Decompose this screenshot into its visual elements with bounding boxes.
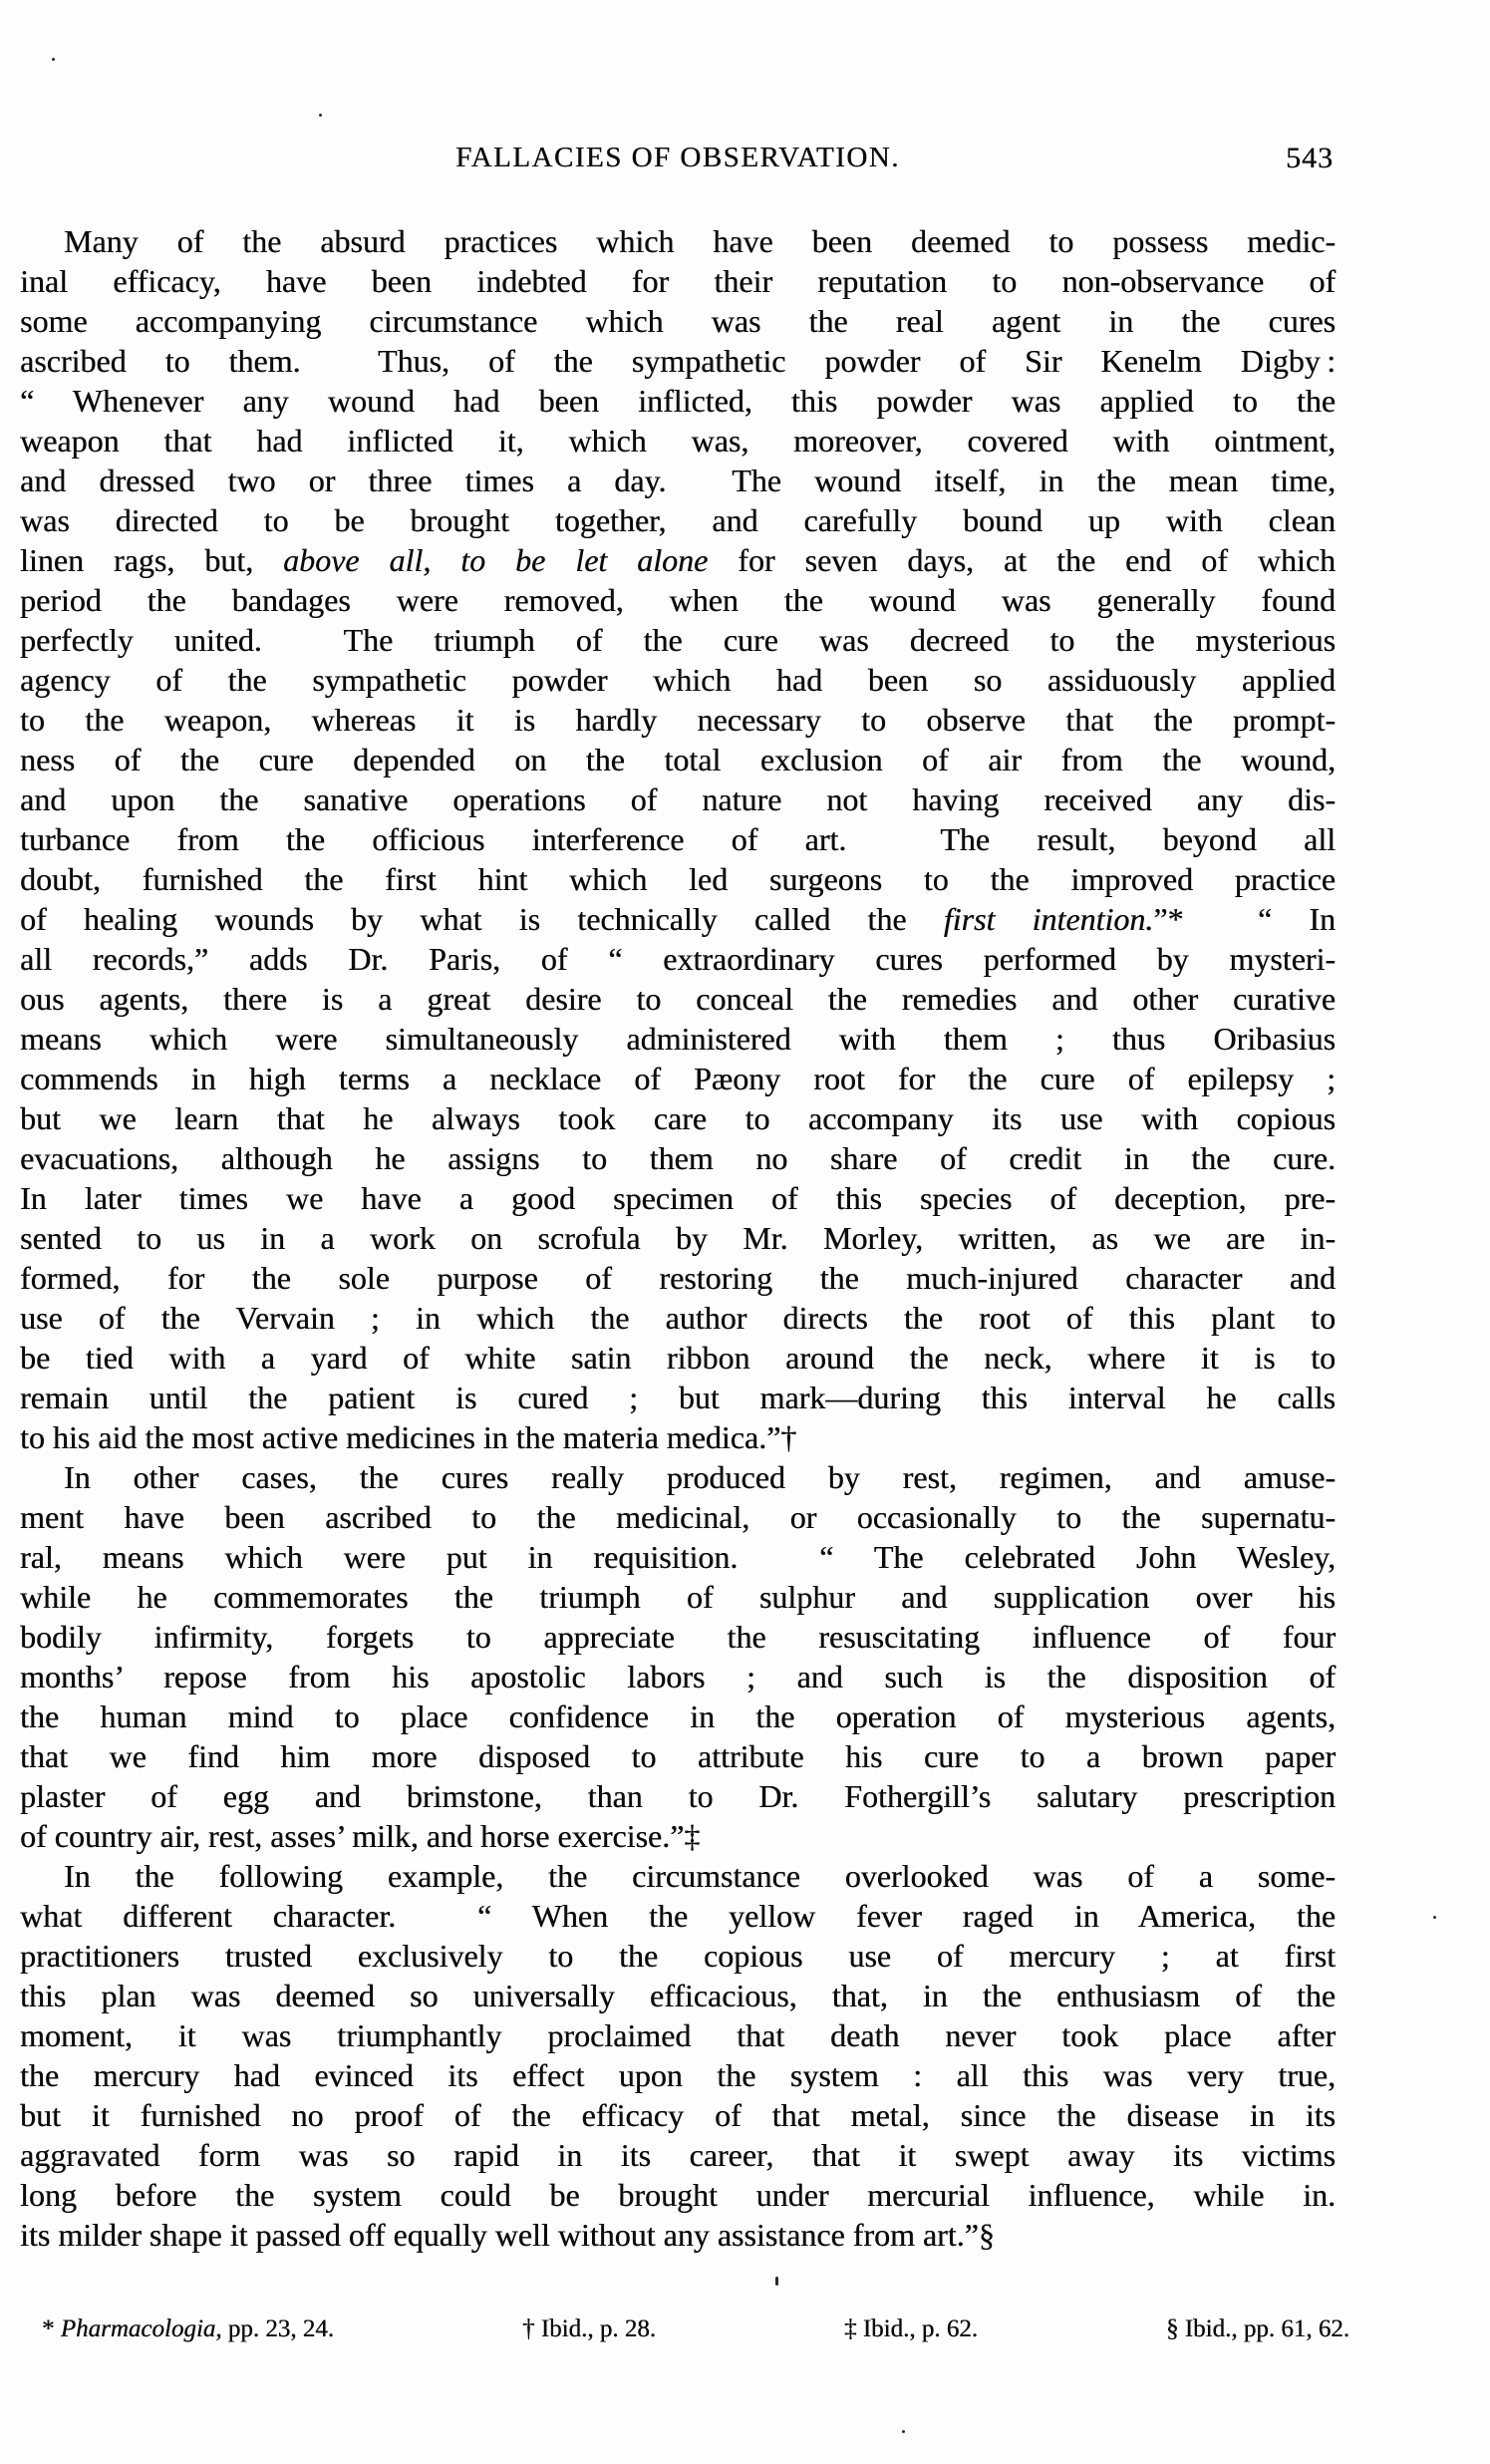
text-line — [20, 1577, 1336, 1617]
text-line — [20, 221, 1336, 261]
text-line — [20, 1258, 1336, 1298]
text-run: ral, means which were put in requisition. “ The celebrated John Wesley, — [20, 1539, 1336, 1575]
text-line — [20, 2015, 1336, 2055]
text-run: use of the Vervain ; in which the author directs the root of this plant to — [20, 1300, 1336, 1336]
text-run: of country air, rest, asses’ milk, and horse exercise.”‡ — [20, 1818, 701, 1854]
text-run: “ Whenever any wound had been inflicted, this powder was applied to the — [20, 383, 1336, 419]
text-run: ascribed to them. Thus, of the sympathetic powder of Sir Kenelm Digby : — [20, 343, 1336, 379]
text-line — [20, 660, 1336, 700]
text-line — [20, 461, 1336, 500]
text-line — [20, 779, 1336, 819]
text-run: evacuations, although he assigns to them no share of credit in the cure. — [20, 1140, 1336, 1176]
text-run: some accompanying circumstance which was the real agent in the cures — [20, 303, 1336, 339]
text-run: , pp. 23, 24. — [215, 2315, 335, 2342]
text-line — [20, 2215, 1336, 2255]
page-header — [20, 142, 1336, 181]
text-line — [20, 899, 1336, 939]
text-line — [20, 1896, 1336, 1936]
running-title: FALLACIES OF OBSERVATION. — [455, 142, 900, 173]
text-line — [20, 1537, 1336, 1577]
paragraph — [20, 1856, 1336, 2255]
text-run: all records,” adds Dr. Paris, of “ extraordinary cures performed by mysteri- — [20, 941, 1336, 977]
text-line — [20, 1218, 1336, 1258]
text-line — [20, 1019, 1336, 1059]
text-run: inal efficacy, have been indebted for their reputation to non-observance of — [20, 263, 1336, 299]
text-run: period the bandages were removed, when the wound was generally found — [20, 582, 1336, 618]
text-run: what different character. “ When the yellow fever raged in America, the — [20, 1898, 1336, 1934]
text-run: weapon that had inflicted it, which was, moreover, covered with ointment, — [20, 423, 1336, 459]
page-number: 543 — [1286, 142, 1334, 174]
scan-artifact — [775, 2277, 778, 2286]
paragraph — [20, 1457, 1336, 1856]
text-line — [20, 1617, 1336, 1657]
text-line — [20, 740, 1336, 779]
text-line — [20, 2095, 1336, 2135]
text-run: moment, it was triumphantly proclaimed that death never took place after — [20, 2017, 1336, 2053]
text-line — [20, 1298, 1336, 1338]
text-run: sented to us in a work on scrofula by Mr. Morley, written, as we are in- — [20, 1220, 1336, 1256]
text-run: be tied with a yard of white satin ribbon around the neck, where it is to — [20, 1340, 1336, 1376]
text-run: aggravated form was so rapid in its career, that it swept away its victims — [20, 2137, 1336, 2173]
footnote-item — [1166, 2312, 1349, 2346]
text-run: perfectly united. The triumph of the cure was decreed to the mysterious — [20, 622, 1336, 658]
text-line — [20, 301, 1336, 341]
text-line — [20, 1976, 1336, 2015]
text-line — [20, 1736, 1336, 1776]
text-run: was directed to be brought together, and carefully bound up with clean — [20, 502, 1336, 538]
text-run: the mercury had evinced its effect upon the system : all this was very true, — [20, 2057, 1336, 2093]
text-line — [20, 1657, 1336, 1696]
text-run: ous agents, there is a great desire to conceal the remedies and other curative — [20, 981, 1336, 1017]
text-run: § Ibid., pp. 61, 62. — [1165, 2315, 1349, 2342]
text-run: turbance from the officious interference of art. The result, beyond all — [20, 821, 1336, 857]
text-run: ness of the cure depended on the total exclusion of air from the wound, — [20, 742, 1336, 777]
footnotes — [20, 2312, 1349, 2346]
text-run: but it furnished no proof of the efficacy of that metal, since the disease in its — [20, 2097, 1336, 2133]
footnote-item — [42, 2312, 334, 2346]
text-line — [20, 1338, 1336, 1378]
text-line — [20, 341, 1336, 381]
text-run: doubt, furnished the first hint which led surgeons to the improved practice — [20, 861, 1336, 897]
text-run: plaster of egg and brimstone, than to Dr. Fothergill’s salutary prescription — [20, 1778, 1336, 1814]
text-run: commends in high terms a necklace of Pæony root for the cure of epilepsy ; — [20, 1061, 1336, 1096]
text-run: * — [42, 2315, 61, 2342]
text-line — [20, 620, 1336, 660]
text-line — [20, 1696, 1336, 1736]
text-line — [20, 859, 1336, 899]
footnote-item — [522, 2312, 656, 2346]
text-run: this plan was deemed so universally efficacious, that, in the enthusiasm of the — [20, 1978, 1336, 2013]
text-line — [20, 1138, 1336, 1178]
scan-speck — [52, 58, 55, 61]
text-line — [20, 1059, 1336, 1098]
text-run: ment have been ascribed to the medicinal, or occasionally to the supernatu- — [20, 1499, 1336, 1535]
text-line — [20, 1178, 1336, 1218]
text-run: of healing wounds by what is technically called the — [20, 901, 944, 937]
italic-text: above all, to be let alone — [283, 542, 709, 578]
text-line — [20, 500, 1336, 540]
text-run: for seven days, at the end of which — [708, 542, 1337, 578]
text-line — [20, 1378, 1336, 1417]
text-line — [20, 700, 1336, 740]
text-line — [20, 261, 1336, 301]
text-line — [20, 1816, 1336, 1856]
text-run: bodily infirmity, forgets to appreciate the resuscitating influence of four — [20, 1619, 1336, 1655]
text-run: † Ibid., p. 28. — [522, 2315, 657, 2342]
text-line — [20, 580, 1336, 620]
scan-speck — [1433, 1916, 1436, 1919]
text-line — [20, 1098, 1336, 1138]
text-line — [20, 1417, 1336, 1457]
text-line — [20, 819, 1336, 859]
text-run: In later times we have a good specimen of this species of deception, pre- — [20, 1180, 1336, 1216]
text-run: and upon the sanative operations of nature not having received any dis- — [20, 781, 1336, 817]
text-run: to his aid the most active medicines in the materia medica.”† — [20, 1419, 797, 1455]
text-line — [20, 2055, 1336, 2095]
text-line — [20, 421, 1336, 461]
paragraph — [20, 221, 1336, 1457]
text-run: ”* “ In — [1153, 901, 1337, 937]
text-run: linen rags, but, — [20, 542, 284, 578]
text-run: that we find him more disposed to attribute his cure to a brown paper — [20, 1738, 1336, 1774]
text-line — [20, 540, 1336, 580]
text-run: but we learn that he always took care to accompany its use with copious — [20, 1100, 1336, 1136]
text-line — [20, 2175, 1336, 2215]
text-run: In the following example, the circumstance overlooked was of a some- — [64, 1858, 1336, 1894]
text-run: ‡ Ibid., p. 62. — [843, 2315, 979, 2342]
text-block — [20, 221, 1336, 2255]
text-run: and dressed two or three times a day. The wound itself, in the mean time, — [20, 462, 1336, 498]
text-line — [20, 1457, 1336, 1497]
text-run: practitioners trusted exclusively to the copious use of mercury ; at first — [20, 1938, 1336, 1974]
text-run: agency of the sympathetic powder which had been so assiduously applied — [20, 662, 1336, 698]
italic-text: first intention. — [943, 901, 1154, 937]
text-run: In other cases, the cures really produced by rest, regimen, and amuse- — [64, 1459, 1336, 1495]
text-line — [20, 1936, 1336, 1976]
text-line — [20, 1856, 1336, 1896]
text-line — [20, 1776, 1336, 1816]
text-line — [20, 979, 1336, 1019]
text-run: while he commemorates the triumph of sulphur and supplication over his — [20, 1579, 1336, 1615]
italic-text: Pharmacologia — [60, 2315, 216, 2342]
text-run: its milder shape it passed off equally well without any assistance from art.”§ — [20, 2217, 995, 2253]
text-run: long before the system could be brought under mercurial influence, while in. — [20, 2177, 1336, 2213]
text-line — [20, 2135, 1336, 2175]
text-run: remain until the patient is cured ; but mark—during this interval he calls — [20, 1380, 1336, 1415]
text-run: Many of the absurd practices which have been deemed to possess medic- — [64, 223, 1336, 259]
scan-speck — [319, 114, 322, 117]
text-line — [20, 381, 1336, 421]
text-run: formed, for the sole purpose of restoring the much-injured character and — [20, 1260, 1336, 1296]
text-run: to the weapon, whereas it is hardly necessary to observe that the prompt- — [20, 702, 1336, 738]
text-run: the human mind to place confidence in the operation of mysterious agents, — [20, 1698, 1336, 1734]
scan-speck — [902, 2430, 905, 2433]
footnote-item — [844, 2312, 978, 2346]
text-line — [20, 939, 1336, 979]
text-run: months’ repose from his apostolic labors ; and such is the disposition of — [20, 1659, 1336, 1694]
text-line — [20, 1497, 1336, 1537]
text-run: means which were simultaneously administered with them ; thus Oribasius — [20, 1021, 1336, 1057]
